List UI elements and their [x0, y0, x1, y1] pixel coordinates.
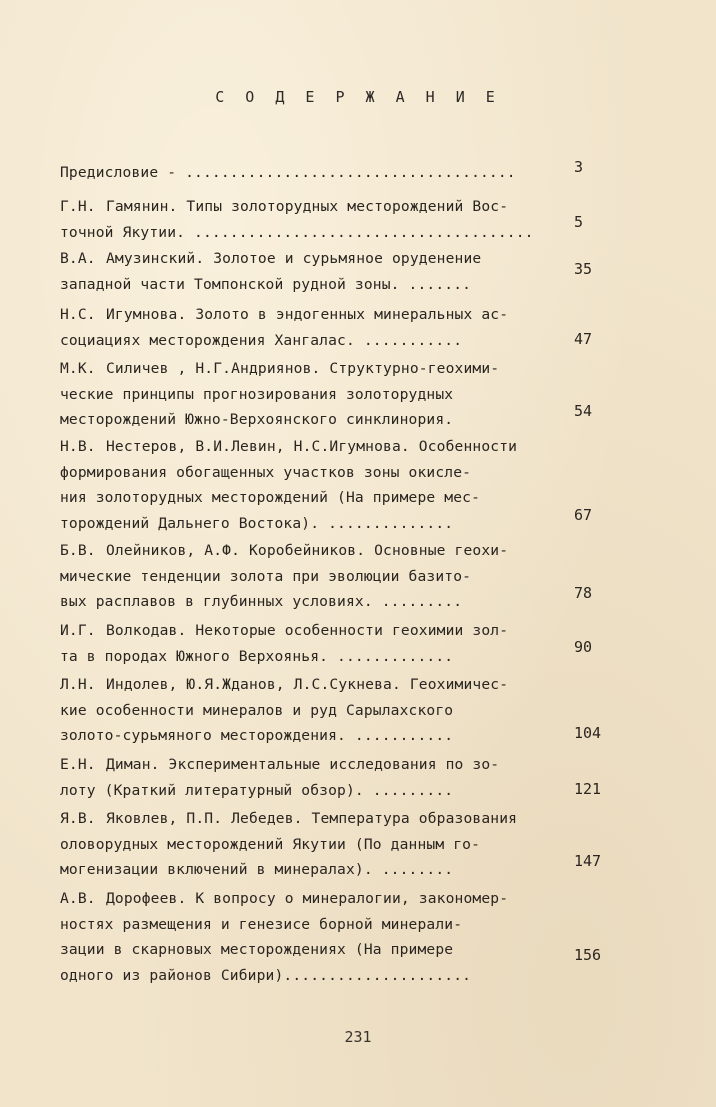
toc-entry — [60, 434, 556, 536]
page-title: С О Д Е Р Ж А Н И Е — [215, 88, 501, 106]
entry-line: социациях месторождения Хангалас. ........... — [60, 331, 463, 349]
entry-author-initials: Н.С. — [60, 306, 96, 323]
entry-line — [60, 618, 556, 644]
entry-text: Гамянин. Типы золоторудных месторождений Вос- — [106, 198, 509, 215]
entry-page-number: 5 — [574, 213, 584, 231]
entry-text: Дорофеев. К вопросу о минералогии, закономер- — [106, 890, 509, 907]
entry-line: лоту (Краткий литературный обзор). ......... — [60, 781, 454, 799]
toc-entry — [60, 672, 556, 749]
toc-entry — [60, 618, 556, 669]
entry-text: Игумнова. Золото в эндогенных минеральных ас- — [106, 306, 509, 323]
entry-author-initials: М.К. — [60, 360, 96, 377]
entry-page-number: 104 — [574, 724, 602, 742]
entry-text: Волкодав. Некоторые особенности геохимии зол- — [106, 622, 509, 639]
entry-line: зации в скарновых месторождениях (На примере — [60, 941, 454, 958]
entry-page-number: 47 — [574, 330, 593, 348]
entry-line — [60, 194, 556, 220]
entry-line: та в породах Южного Верхоянья. ............. — [60, 647, 454, 665]
entry-text: Амузинский. Золотое и сурьмяное оруденение — [106, 250, 482, 267]
entry-page-number: 147 — [574, 852, 602, 870]
entry-author-initials: В.А. — [60, 250, 96, 267]
entry-line — [60, 356, 556, 382]
entry-line — [60, 672, 556, 698]
entry-page-number: 67 — [574, 506, 593, 524]
toc-entry-preface — [60, 160, 556, 186]
entry-text: Яковлев, П.П. Лебедев. Температура образования — [106, 810, 518, 827]
entry-line: мические тенденции золота при эволюции базито- — [60, 567, 472, 585]
entry-author-initials: Б.В. — [60, 542, 96, 559]
entry-page-number: 3 — [574, 158, 584, 176]
entry-page-number: 90 — [574, 638, 593, 656]
entry-line: ностях размещения и генезисе борной минерали- — [60, 915, 463, 933]
toc-entry — [60, 302, 556, 353]
entry-line — [60, 302, 556, 328]
entry-text: Олейников, А.Ф. Коробейников. Основные геохи- — [106, 542, 509, 559]
entry-author-initials: Е.Н. — [60, 756, 96, 773]
entry-line — [60, 752, 556, 778]
toc-entry — [60, 752, 556, 803]
entry-line — [60, 538, 556, 564]
entry-line: Предисловие - ..................................... — [60, 164, 516, 181]
entry-line: формирования обогащенных участков зоны окисле- — [60, 463, 472, 481]
entry-line — [60, 434, 556, 460]
toc-entry — [60, 246, 556, 297]
entry-line: месторождений Южно-Верхоянского синклинория. — [60, 411, 454, 428]
entry-line: вых расплавов в глубинных условиях. ......... — [60, 593, 463, 610]
entry-author-initials: А.В. — [60, 890, 96, 907]
entry-author-initials: И.Г. — [60, 622, 96, 639]
toc-entry — [60, 194, 556, 245]
entry-line: ния золоторудных месторождений (На примере мес- — [60, 489, 481, 506]
entry-line — [60, 246, 556, 272]
entry-author-initials: Н.В. — [60, 438, 96, 455]
entry-line: золото-сурьмяного месторождения. ........... — [60, 727, 454, 744]
entry-text: Индолев, Ю.Я.Жданов, Л.С.Сукнева. Геохимичес- — [106, 676, 509, 693]
entry-line: могенизации включений в минералах). ........ — [60, 861, 454, 878]
entry-line: точной Якутии. ...................................... — [60, 223, 534, 241]
entry-line: оловорудных месторождений Якутии (По данным го- — [60, 835, 481, 853]
entry-page-number: 121 — [574, 780, 602, 798]
toc-entry — [60, 356, 556, 433]
toc-entry — [60, 806, 556, 883]
entry-page-number: 78 — [574, 584, 593, 602]
entry-page-number: 54 — [574, 402, 593, 420]
toc-entry — [60, 886, 556, 988]
entry-line: кие особенности минералов и руд Сарылахского — [60, 701, 454, 719]
entry-text: Диман. Экспериментальные исследования по зо- — [106, 756, 500, 773]
entry-text: Силичев , Н.Г.Андриянов. Структурно-геохими- — [106, 360, 500, 377]
toc-entry — [60, 538, 556, 615]
entry-text: Нестеров, В.И.Левин, Н.С.Игумнова. Особенности — [106, 438, 518, 455]
entry-line: ческие принципы прогнозирования золоторудных — [60, 385, 454, 403]
page-number-footer: 231 — [344, 1028, 372, 1046]
entry-line: одного из районов Сибири)..................... — [60, 966, 472, 984]
entry-author-initials: Л.Н. — [60, 676, 96, 693]
entry-page-number: 156 — [574, 946, 602, 964]
entry-page-number: 35 — [574, 260, 593, 278]
entry-line — [60, 886, 556, 912]
entry-line: западной части Томпонской рудной зоны. ....... — [60, 275, 472, 293]
entry-line: торождений Дальнего Востока). .............. — [60, 514, 454, 532]
entry-line — [60, 806, 556, 832]
entry-author-initials: Г.Н. — [60, 198, 96, 215]
entry-author-initials: Я.В. — [60, 810, 96, 827]
